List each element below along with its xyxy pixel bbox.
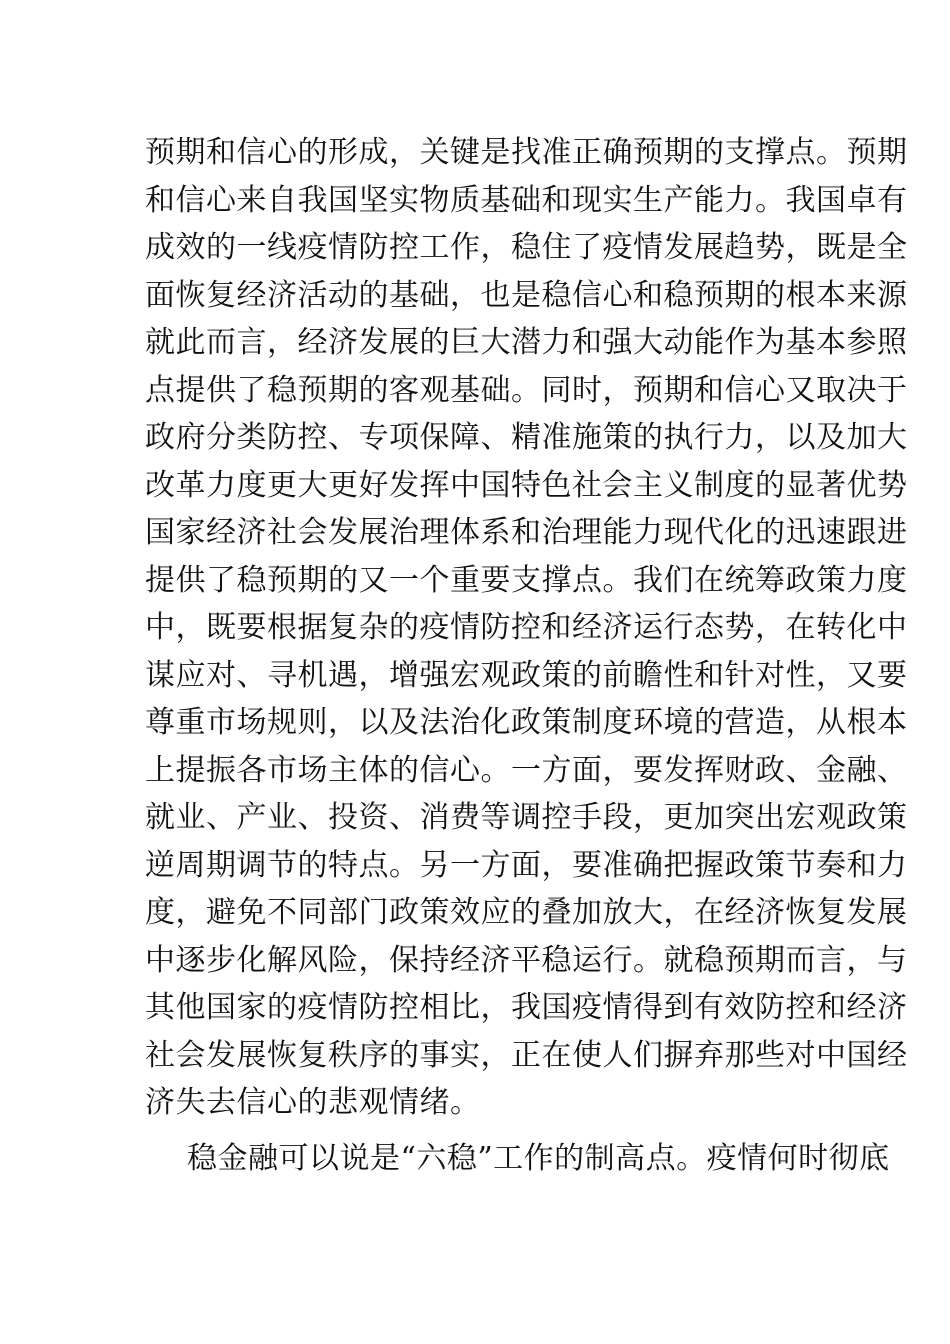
- text-line: 稳金融可以说是“六稳”工作的制高点。疫情何时彻底: [187, 1140, 890, 1176]
- text-line: 济失去信心的悲观情绪。: [145, 1085, 481, 1120]
- text-line: 点提供了稳预期的客观基础。同时，预期和信心又取决于: [145, 372, 908, 408]
- text-line: 改革力度更大更好发挥中国特色社会主义制度的显著优势: [145, 467, 908, 503]
- text-line: 中逐步化解风险，保持经济平稳运行。就稳预期而言，与: [145, 942, 908, 978]
- text-line: 谋应对、寻机遇，增强宏观政策的前瞻性和针对性，又要: [145, 657, 908, 693]
- text-line: 逆周期调节的特点。另一方面，要准确把握政策节奏和力: [145, 847, 908, 883]
- paragraph-2: [145, 1135, 890, 1183]
- text-line: 成效的一线疫情防控工作，稳住了疫情发展趋势，既是全: [145, 230, 908, 265]
- text-line: 上提振各市场主体的信心。一方面，要发挥财政、金融、: [145, 752, 908, 788]
- text-line: 社会发展恢复秩序的事实，正在使人们摒弃那些对中国经: [145, 1037, 908, 1073]
- text-line: 政府分类防控、专项保障、精准施策的执行力，以及加大: [145, 420, 908, 455]
- text-line: 就业、产业、投资、消费等调控手段，更加突出宏观政策: [145, 800, 908, 835]
- text-line: 国家经济社会发展治理体系和治理能力现代化的迅速跟进: [145, 515, 908, 550]
- text-line: 提供了稳预期的又一个重要支撑点。我们在统筹政策力度: [145, 562, 908, 598]
- paragraph-gap: [145, 1127, 815, 1135]
- text-line: 就此而言，经济发展的巨大潜力和强大动能作为基本参照: [145, 325, 908, 360]
- paragraph-1: [145, 129, 908, 1127]
- text-line: 和信心来自我国坚实物质基础和现实生产能力。我国卓有: [145, 182, 908, 218]
- text-line: 预期和信心的形成，关键是找准正确预期的支撑点。预期: [145, 135, 908, 170]
- text-line: 其他国家的疫情防控相比，我国疫情得到有效防控和经济: [145, 990, 908, 1025]
- text-line: 中，既要根据复杂的疫情防控和经济运行态势，在转化中: [145, 610, 908, 645]
- text-line: 面恢复经济活动的基础，也是稳信心和稳预期的根本来源: [145, 277, 908, 313]
- text-line: 度，避免不同部门政策效应的叠加放大，在经济恢复发展: [145, 895, 908, 930]
- text-line: 尊重市场规则，以及法治化政策制度环境的营造，从根本: [145, 705, 908, 740]
- body-text: [145, 129, 908, 1182]
